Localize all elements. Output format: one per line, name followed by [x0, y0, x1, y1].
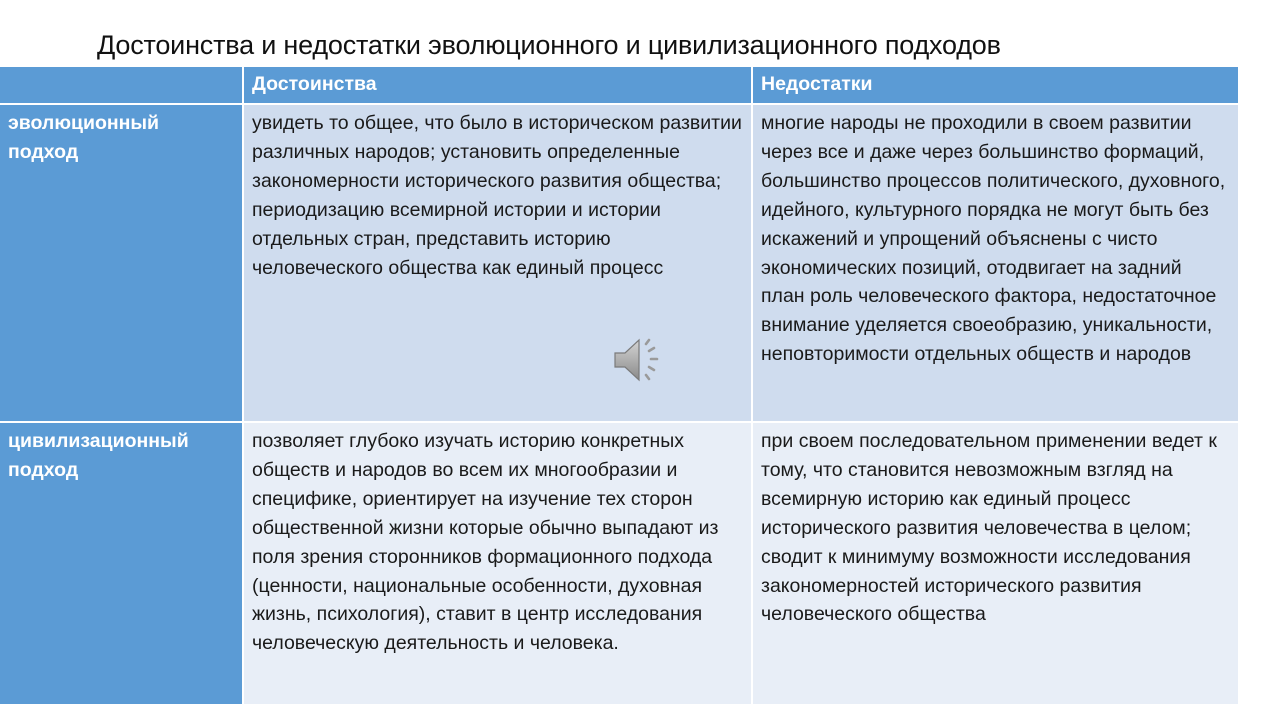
header-disadvantages: Недостатки	[751, 67, 1238, 105]
header-empty-cell	[0, 67, 242, 105]
row-label-civilizational: цивилизационный подход	[0, 423, 242, 704]
table-row	[0, 423, 1238, 704]
speaker-icon[interactable]	[612, 334, 668, 386]
cell-civilizational-disadvantages: при своем последовательном применении ведет к тому, что становится невозможным взгляд на всемирную историю как единый процесс исторического развития человечества в целом; сводит к минимуму возможности исследования закономерностей исторического развития человеческого общества	[751, 423, 1238, 704]
speaker-icon-graphic	[612, 334, 668, 386]
slide-title: Достоинства и недостатки эволюционного и цивилизационного подходов	[97, 30, 1001, 60]
header-advantages: Достоинства	[242, 67, 751, 105]
cell-evolutionary-disadvantages: многие народы не проходили в своем развитии через все и даже через большинство формаций, большинство процессов политического, духовного, идейного, культурного порядка не могут быть без искажений и упрощений объяснены с чисто экономических позиций, отодвигает на задний план роль человеческого фактора, недостаточное внимание уделяется своеобразию, уникальности, неповторимости отдельных обществ и народов	[751, 105, 1238, 423]
table-header-row	[0, 67, 1238, 105]
row-label-evolutionary: эволюционный подход	[0, 105, 242, 423]
cell-civilizational-advantages: позволяет глубоко изучать историю конкретных обществ и народов во всем их многообразии и специфике, ориентирует на изучение тех сторон общественной жизни которые обычно выпадают из поля зрения сторонников формационного подхода (ценности, национальные особенности, духовная жизнь, психология), ставит в центр исследования человеческую деятельность и человека.	[242, 423, 751, 704]
cell-evolutionary-advantages: увидеть то общее, что было в историческом развитии различных народов; установить определенные закономерности исторического развития общества; периодизацию всемирной истории и истории отдельных стран, представить историю человеческого общества как единый процесс	[242, 105, 751, 423]
